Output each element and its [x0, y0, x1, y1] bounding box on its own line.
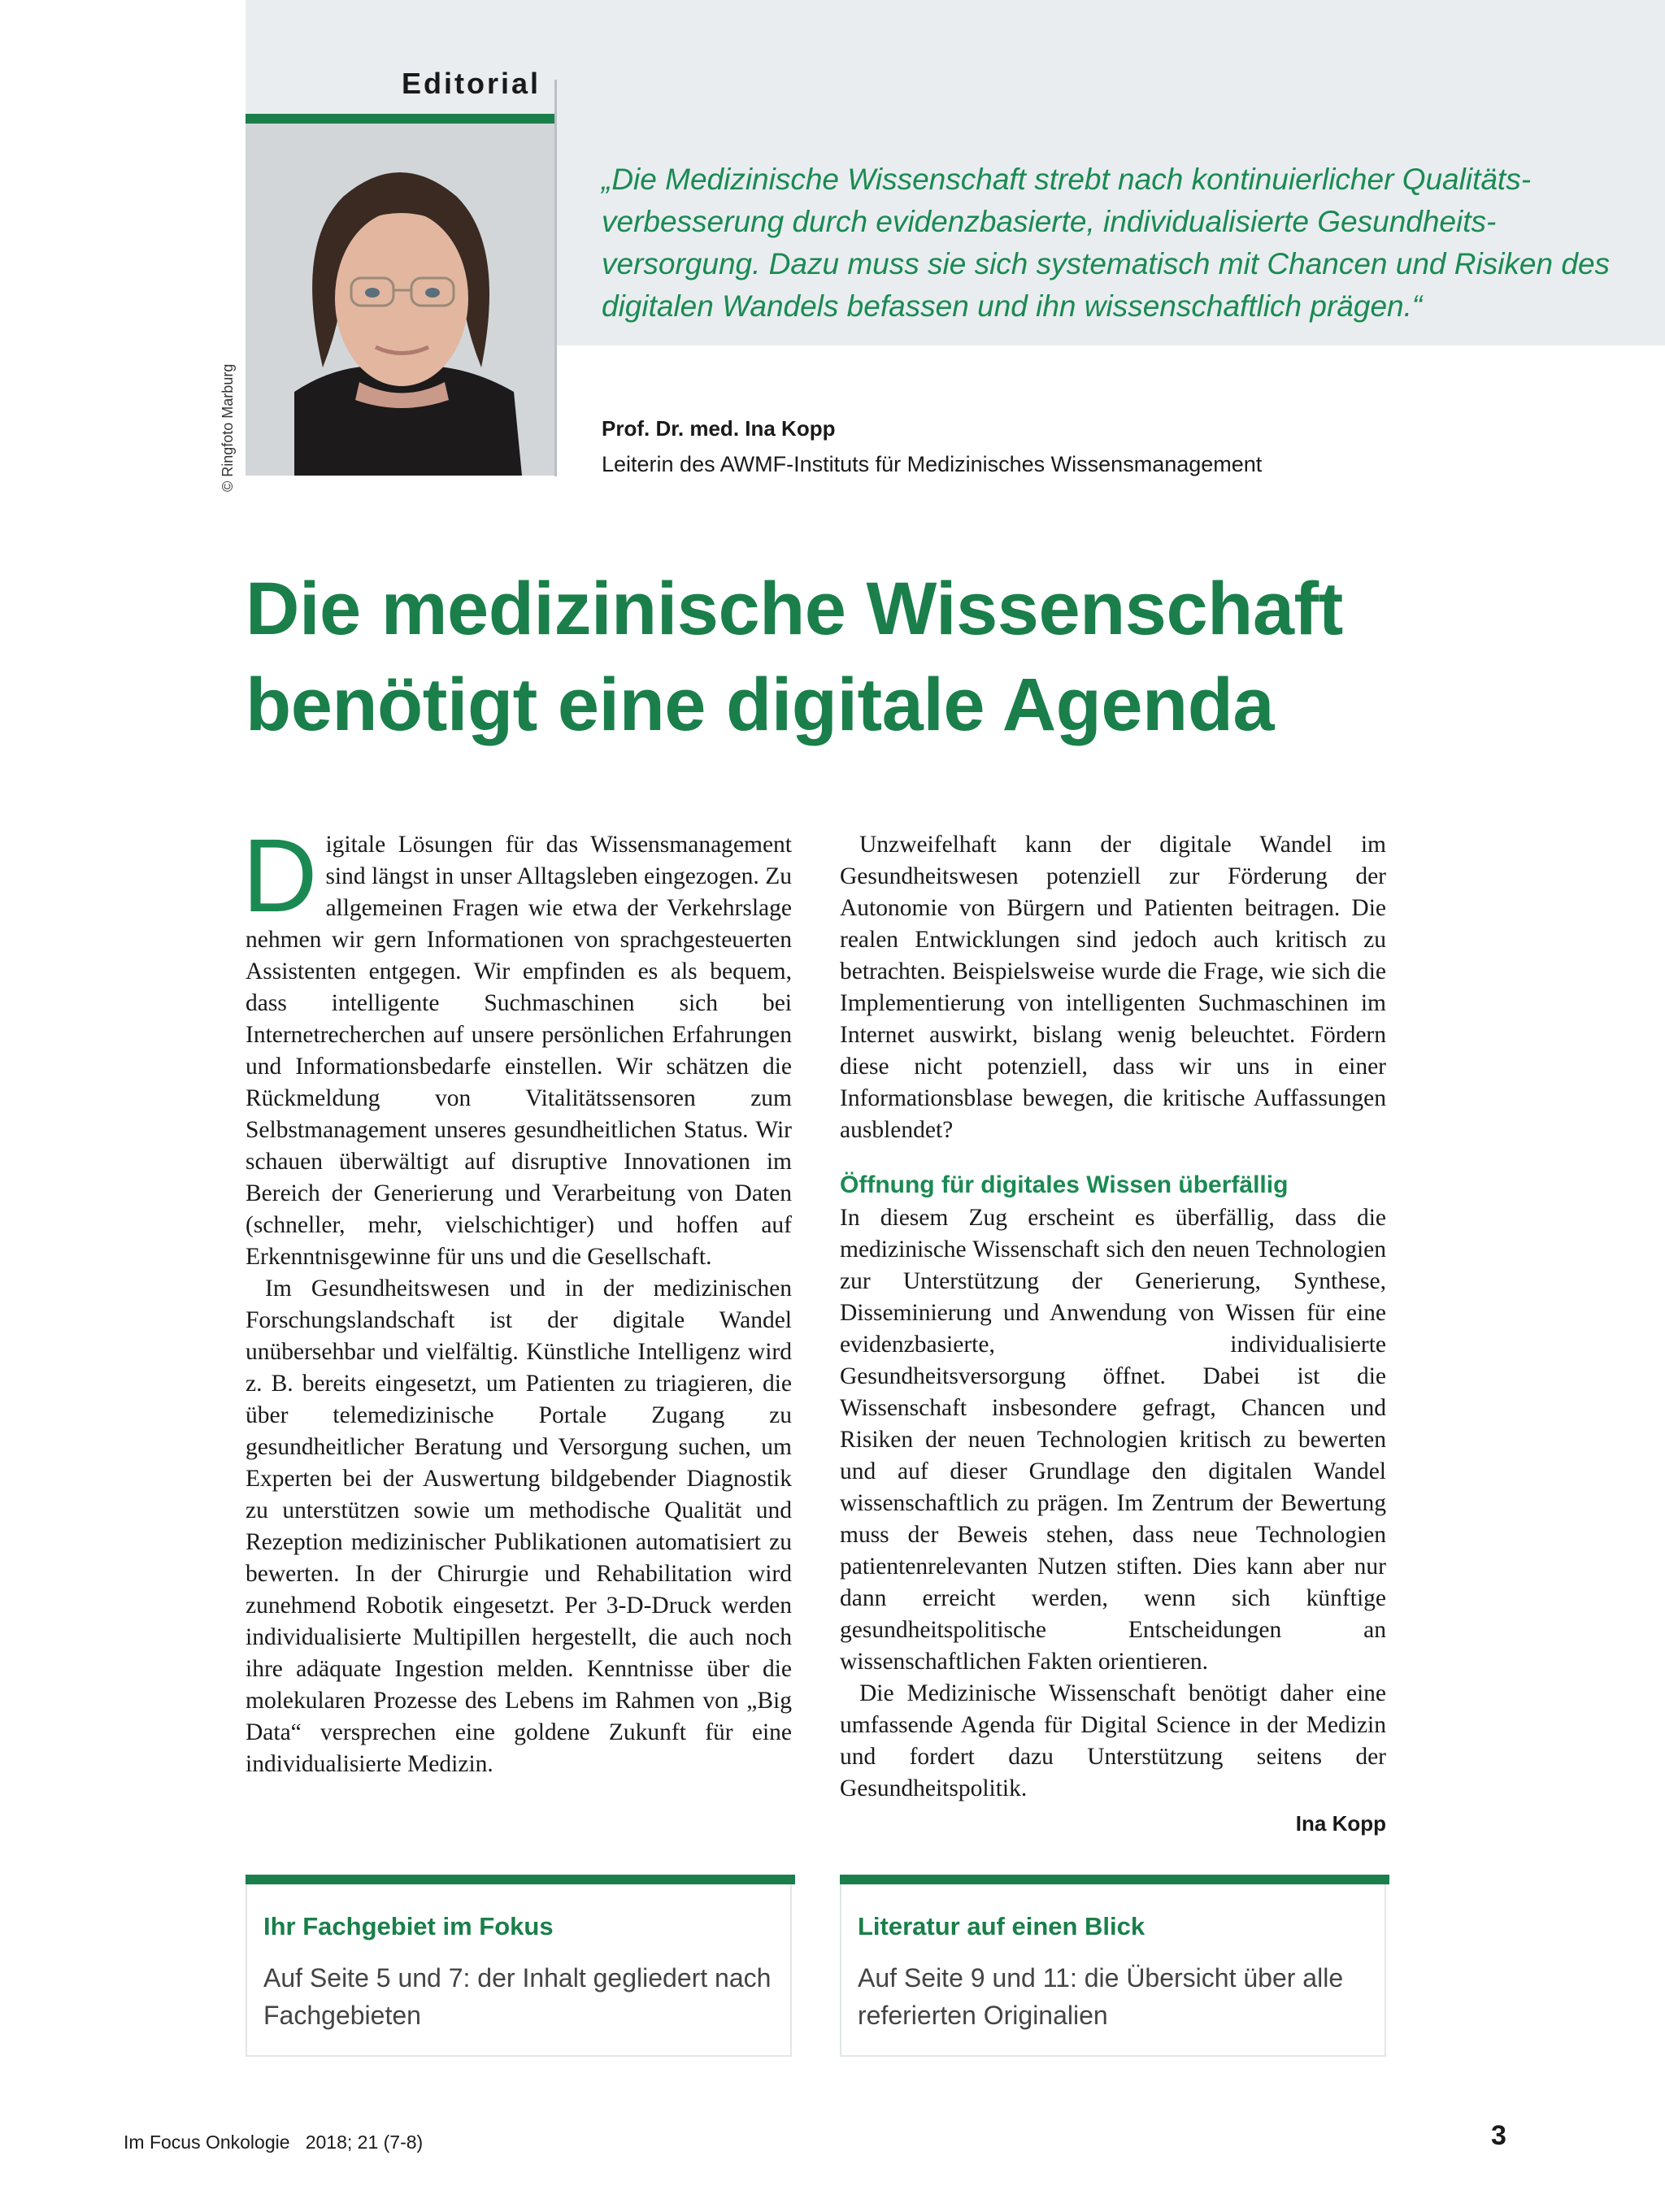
article-paragraph: [242, 818, 792, 1273]
footer-journal: Im Focus Onkologie 2018; 21 (7-8): [124, 2132, 424, 2153]
pull-quote: „Die Medizinische Wissenschaft strebt nach kontinuierlicher Qualitätsverbesserung durch evidenzbasierte, individualisierte Gesundheitsversorgung. Dazu muss sie sich systematisch mit Chancen und Risiken des digitalen Wandels befassen und ihn wissenschaftlich prägen.“: [602, 163, 1611, 323]
info-box-fachgebiet[interactable]: [246, 1884, 792, 2057]
info-box-text: Auf Seite 5 und 7: der Inhalt gegliedert nach Fachgebieten: [263, 1963, 772, 2030]
info-box-bar: [840, 1875, 1389, 1884]
drop-cap: D: [242, 818, 318, 934]
section-label: Editorial: [402, 67, 541, 100]
info-box-bar: [246, 1875, 795, 1884]
photo-credit: © Ringfoto Marburg: [220, 363, 236, 492]
info-box-text: Auf Seite 9 und 11: die Übersicht über alle referierten Originalien: [858, 1963, 1344, 2030]
article-paragraph: Die Medizinische Wissenschaft benötigt daher eine umfassende Agenda für Digital Science in der Medizin und fordert dazu Unterstützung seitens der Gesundheitspolitik.: [840, 1680, 1386, 1801]
section-rule: [246, 114, 554, 124]
info-box-literatur[interactable]: [840, 1884, 1386, 2057]
article-title-line-1: Die medizinische Wissenschaft: [246, 567, 1343, 650]
info-box-title: Literatur auf einen Blick: [858, 1912, 1146, 1940]
article-paragraph: Unzweifelhaft kann der digitale Wandel im Gesundheitswesen potenziell zur Förderung der Autonomie von Bürgern und Patienten beitragen. Die realen Entwicklungen sind jedoch auch kritisch zu betrachten. Beispielsweise wurde die Frage, wie sich die Implementierung von intelligenten Suchmaschinen im Internet auswirkt, bislang wenig beleuchtet. Fördern diese nicht potenziell, dass wir uns in einer Informationsblase bewegen, die kritische Auffassungen ausblendet?: [840, 832, 1386, 1143]
article-column-right: [840, 829, 1386, 1840]
page-number: 3: [1491, 2120, 1506, 2151]
article-subheading: Öffnung für digitales Wissen überfällig: [840, 1171, 1289, 1198]
article-title-line-2: benötigt eine digitale Agenda: [246, 663, 1275, 746]
author-signature: Ina Kopp: [1295, 1811, 1386, 1836]
article-title: [246, 561, 1530, 753]
author-role: Leiterin des AWMF-Instituts für Medizinisches Wissensmanagement: [602, 452, 1263, 476]
article-paragraph: In diesem Zug erscheint es überfällig, dass die medizinische Wissenschaft sich den neuen Technologien zur Unterstützung der Generierung, Synthese, Disseminierung und Anwendung von Wissen für eine evidenzbasierte, individualisierte Gesundheitsversorgung öffnet. Dabei ist die Wissenschaft insbesondere gefragt, Chancen und Risiken der neuen Technologien kritisch zu bewerten und auf dieser Grundlage den digitalen Wandel wissenschaftlich zu prägen. Im Zentrum der Bewertung muss der Beweis stehen, dass neue Technologien patientenrelevanten Nutzen stiften. Dies kann aber nur dann erreicht werden, wenn sich künftige gesundheitspolitische Entscheidungen an wissenschaftlichen Fakten orientieren.: [840, 1205, 1386, 1675]
info-box-title: Ihr Fachgebiet im Fokus: [263, 1912, 554, 1940]
article-column-left: [242, 818, 792, 1780]
author-name: Prof. Dr. med. Ina Kopp: [602, 416, 836, 441]
header-divider: [554, 80, 557, 476]
article-paragraph: Im Gesundheitswesen und in der medizinischen Forschungslandschaft ist der digitale Wandel unübersehbar und vielfältig. Künstliche Intelligenz wird z. B. bereits eingesetzt, um Patienten zu triagieren, die über telemedizinische Portale Zugang zu gesundheitlicher Beratung und Versorgung suchen, um Experten bei der Auswertung bildgebender Diagnostik zu unterstützen sowie um methodische Qualität und Rezeption medizinischer Publikationen automatisiert zu bewerten. In der Chirurgie und Rehabilitation wird zunehmend Robotik eingesetzt. Per 3-D-Druck werden individualisierte Multipillen hergestellt, die auch noch ihre adäquate Ingestion melden. Kenntnisse über die molekularen Prozesse des Lebens im Rahmen von „Big Data“ versprechen eine goldene Zukunft für eine individualisierte Medizin.: [246, 1275, 792, 1777]
paragraph-text: igitale Lösungen für das Wissensmanagement sind längst in unser Alltagsleben eingezogen. Zu allgemeinen Fragen wie etwa der Verkehrslage nehmen wir gern Informationen von sprachgesteuerten Assistenten entgegen. Wir empfinden es als bequem, dass intelligente Suchmaschinen sich bei Internetrecherchen auf unsere persönlichen Erfahrungen und Informationsbedarfe einstellen. Wir schätzen die Rückmeldung von Vitalitätssensoren zum Selbstmanagement unseres gesundheitlichen Status. Wir schauen überwältigt auf disruptive Innovationen im Bereich der Generierung und Verarbeitung von Daten (schneller, mehr, vielschichtiger) und hoffen auf Erkenntnisgewinne für uns und die Gesellschaft.: [246, 832, 792, 1270]
author-photo: [246, 124, 554, 476]
